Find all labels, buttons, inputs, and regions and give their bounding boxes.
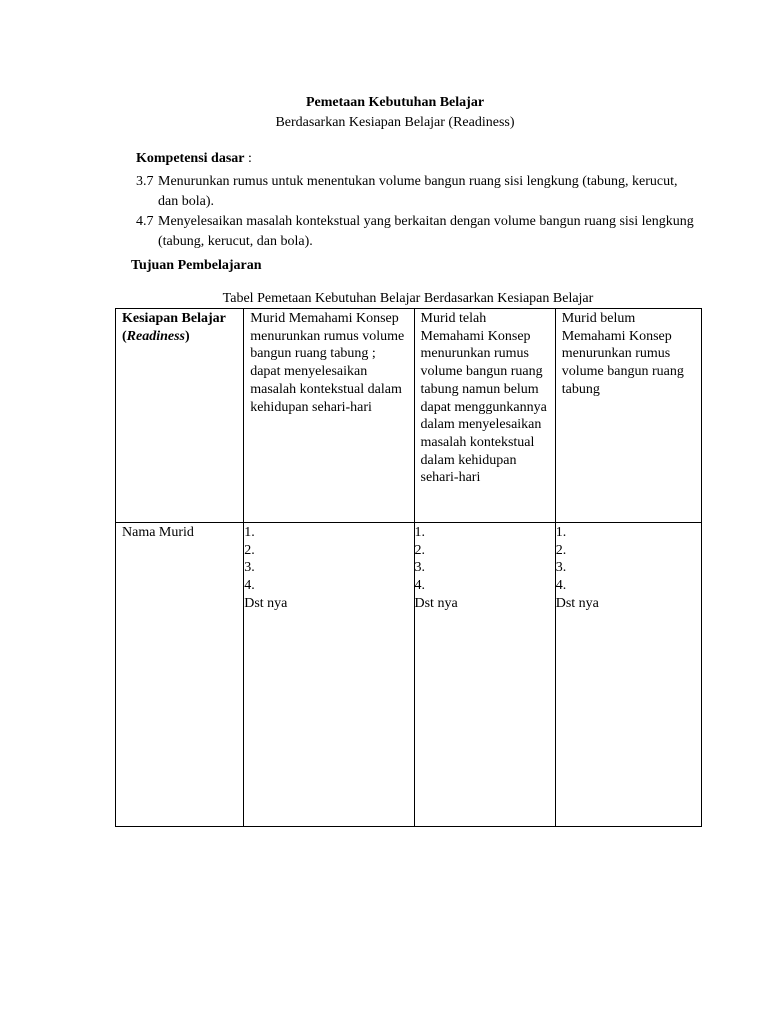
kompetensi-colon: : xyxy=(244,151,252,166)
readiness-italic-label: Readiness xyxy=(126,328,186,344)
list-item: 1. xyxy=(244,525,255,540)
list-item: Dst nya xyxy=(244,595,288,611)
readiness-paren-open: ( xyxy=(122,328,127,344)
list-item: 4. xyxy=(414,578,425,594)
kompetensi-heading xyxy=(136,149,252,169)
kompetensi-item xyxy=(136,172,696,212)
document-title: Pemetaan Kebutuhan Belajar xyxy=(305,95,485,110)
document-subtitle: Berdasarkan Kesiapan Belajar (Readiness) xyxy=(275,115,515,130)
table-row xyxy=(116,523,702,827)
student-list-cell xyxy=(555,523,701,827)
list-item: 4. xyxy=(555,578,567,594)
column-header-cell: Murid telah Memahami Konsep menurunkan rumus volume bangun ruang tabung namun belum dapat menggunkannya dalam menyelesaikan masalah kontekstual dalam kehidupan sehari-hari xyxy=(414,309,555,523)
kompetensi-number: 4.7 xyxy=(136,214,154,229)
kompetensi-item xyxy=(136,212,696,252)
list-item: 2. xyxy=(555,542,567,558)
kompetensi-label: Kompetensi dasar xyxy=(136,151,245,166)
list-item: 3. xyxy=(244,560,255,576)
readiness-header-cell xyxy=(116,309,244,523)
kompetensi-list xyxy=(136,172,696,252)
student-list-cell xyxy=(414,523,555,827)
kompetensi-number: 3.7 xyxy=(136,174,154,189)
list-item: 1. xyxy=(555,525,567,540)
column-header-cell: Murid belum Memahami Konsep menurunkan rumus volume bangun ruang tabung xyxy=(555,309,701,523)
list-item: 4. xyxy=(244,578,255,594)
list-item: 2. xyxy=(414,542,425,558)
table-caption: Tabel Pemetaan Kebutuhan Belajar Berdasarkan Kesiapan Belajar xyxy=(222,291,594,306)
list-item: 1. xyxy=(414,525,425,540)
list-item: 3. xyxy=(414,560,425,576)
list-item: 2. xyxy=(244,542,255,558)
readiness-table xyxy=(115,308,702,827)
tujuan-heading: Tujuan Pembelajaran xyxy=(131,258,262,273)
list-item: Dst nya xyxy=(414,595,458,611)
readiness-header-label: Kesiapan Belajar xyxy=(122,311,226,326)
kompetensi-text: Menyelesaikan masalah kontekstual yang berkaitan dengan volume bangun ruang sisi lengkung (tabung, kerucut, dan bola). xyxy=(158,214,694,249)
readiness-paren-close: ) xyxy=(185,328,190,344)
list-item: 3. xyxy=(555,560,567,576)
table-header-row xyxy=(116,309,702,523)
title-block xyxy=(0,93,768,133)
kompetensi-text: Menurunkan rumus untuk menentukan volume bangun ruang sisi lengkung (tabung, kerucut, dan bola). xyxy=(158,174,678,209)
column-header-cell: Murid Memahami Konsep menurunkan rumus volume bangun ruang tabung ; dapat menyelesaikan masalah kontekstual dalam kehidupan sehari-hari xyxy=(244,309,414,523)
row-label-cell: Nama Murid xyxy=(116,523,244,827)
student-list-cell xyxy=(244,523,414,827)
list-item: Dst nya xyxy=(555,595,599,611)
